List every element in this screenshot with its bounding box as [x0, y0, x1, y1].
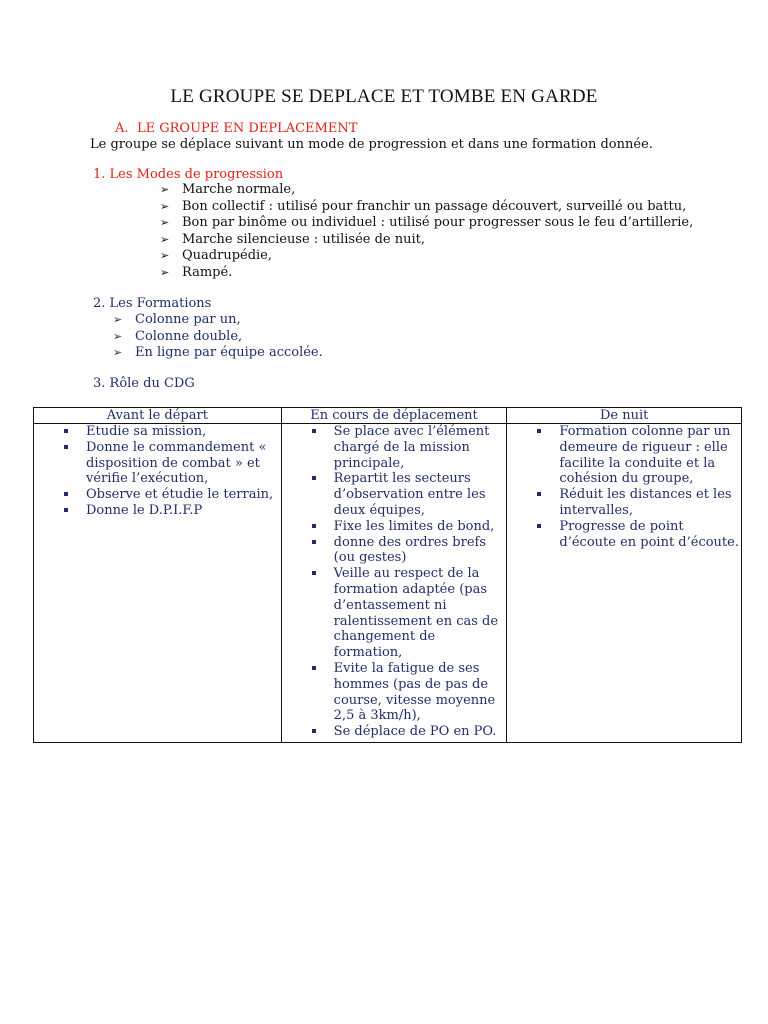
list-item: ➢ Colonne double,	[113, 328, 243, 344]
list-item: Se place avec l’élément chargé de la mission principale,	[282, 424, 505, 471]
list-item: ➢ Rampé.	[160, 264, 233, 280]
arrow-bullet-icon: ➢	[160, 265, 170, 279]
column-header-avant: Avant le départ	[34, 408, 282, 424]
list-item: ➢ Marche silencieuse : utilisée de nuit,	[160, 231, 425, 247]
square-bullet-icon	[312, 666, 316, 670]
square-bullet-icon	[312, 524, 316, 528]
cell-nuit	[507, 424, 742, 743]
arrow-bullet-icon: ➢	[113, 313, 123, 326]
list-item: Formation colonne par un demeure de rigueur : elle facilite la conduite et la cohésion du groupe,	[507, 424, 739, 487]
list-item: Donne le D.P.I.F.P	[34, 503, 279, 519]
list-item: Progresse de point d’écoute en point d’écoute.	[507, 519, 739, 551]
arrow-bullet-icon: ➢	[113, 329, 123, 343]
list-item: Fixe les limites de bond,	[282, 519, 505, 535]
list-item: ➢ En ligne par équipe accolée.	[113, 345, 323, 361]
square-bullet-icon	[312, 476, 316, 480]
square-bullet-icon	[537, 429, 541, 433]
square-bullet-icon	[64, 492, 68, 496]
list-item: Etudie sa mission,	[34, 424, 279, 440]
square-bullet-icon	[64, 508, 68, 512]
list-item: ➢ Marche normale,	[160, 182, 296, 197]
formations-heading: 2. Les Formations	[93, 296, 212, 311]
section-a-intro: Le groupe se déplace suivant un mode de progression et dans une formation donnée.	[90, 137, 653, 152]
role-table	[33, 407, 742, 743]
formations-list	[113, 312, 323, 362]
square-bullet-icon	[312, 571, 316, 575]
list-item: Réduit les distances et les intervalles,	[507, 487, 739, 519]
list-item: Donne le commandement « disposition de combat » et vérifie l’exécution,	[34, 440, 279, 487]
square-bullet-icon	[64, 429, 68, 433]
column-header-nuit: De nuit	[507, 408, 742, 424]
arrow-bullet-icon: ➢	[160, 216, 170, 230]
square-bullet-icon	[312, 429, 316, 433]
cell-avant	[34, 424, 282, 743]
square-bullet-icon	[312, 729, 316, 733]
page-title: LE GROUPE SE DEPLACE ET TOMBE EN GARDE	[170, 86, 598, 107]
arrow-bullet-icon: ➢	[113, 346, 123, 360]
section-a-number: A.	[115, 121, 129, 136]
square-bullet-icon	[537, 524, 541, 528]
list-item: Repartit les secteurs d’observation entre les deux équipes,	[282, 471, 505, 518]
arrow-bullet-icon: ➢	[160, 199, 170, 213]
column-header-en-cours: En cours de déplacement	[281, 408, 507, 424]
square-bullet-icon	[312, 540, 316, 544]
section-a-heading	[115, 121, 357, 136]
list-item: ➢ Colonne par un,	[113, 312, 241, 327]
modes-list	[160, 182, 693, 282]
list-item: Observe et étudie le terrain,	[34, 487, 279, 503]
arrow-bullet-icon: ➢	[160, 183, 170, 196]
modes-heading: 1. Les Modes de progression	[93, 167, 284, 182]
section-a-title: LE GROUPE EN DEPLACEMENT	[137, 121, 358, 136]
cell-en-cours	[281, 424, 507, 743]
square-bullet-icon	[537, 492, 541, 496]
arrow-bullet-icon: ➢	[160, 249, 170, 263]
list-item: ➢ Bon par binôme ou individuel : utilisé pour progresser sous le feu d’artillerie,	[160, 215, 694, 231]
arrow-bullet-icon: ➢	[160, 232, 170, 246]
list-item: Evite la fatigue de ses hommes (pas de pas de course, vitesse moyenne 2,5 à 3km/h),	[282, 661, 505, 724]
square-bullet-icon	[64, 445, 68, 449]
list-item: ➢ Quadrupédie,	[160, 248, 273, 264]
list-item: donne des ordres brefs (ou gestes)	[282, 535, 505, 567]
role-heading: 3. Rôle du CDG	[93, 376, 195, 391]
list-item: Veille au respect de la formation adaptée (pas d’entassement ni ralentissement en cas de changement de formation,	[282, 566, 505, 661]
list-item: Se déplace de PO en PO.	[282, 724, 505, 740]
list-item: ➢ Bon collectif : utilisé pour franchir un passage découvert, surveillé ou battu,	[160, 198, 687, 214]
